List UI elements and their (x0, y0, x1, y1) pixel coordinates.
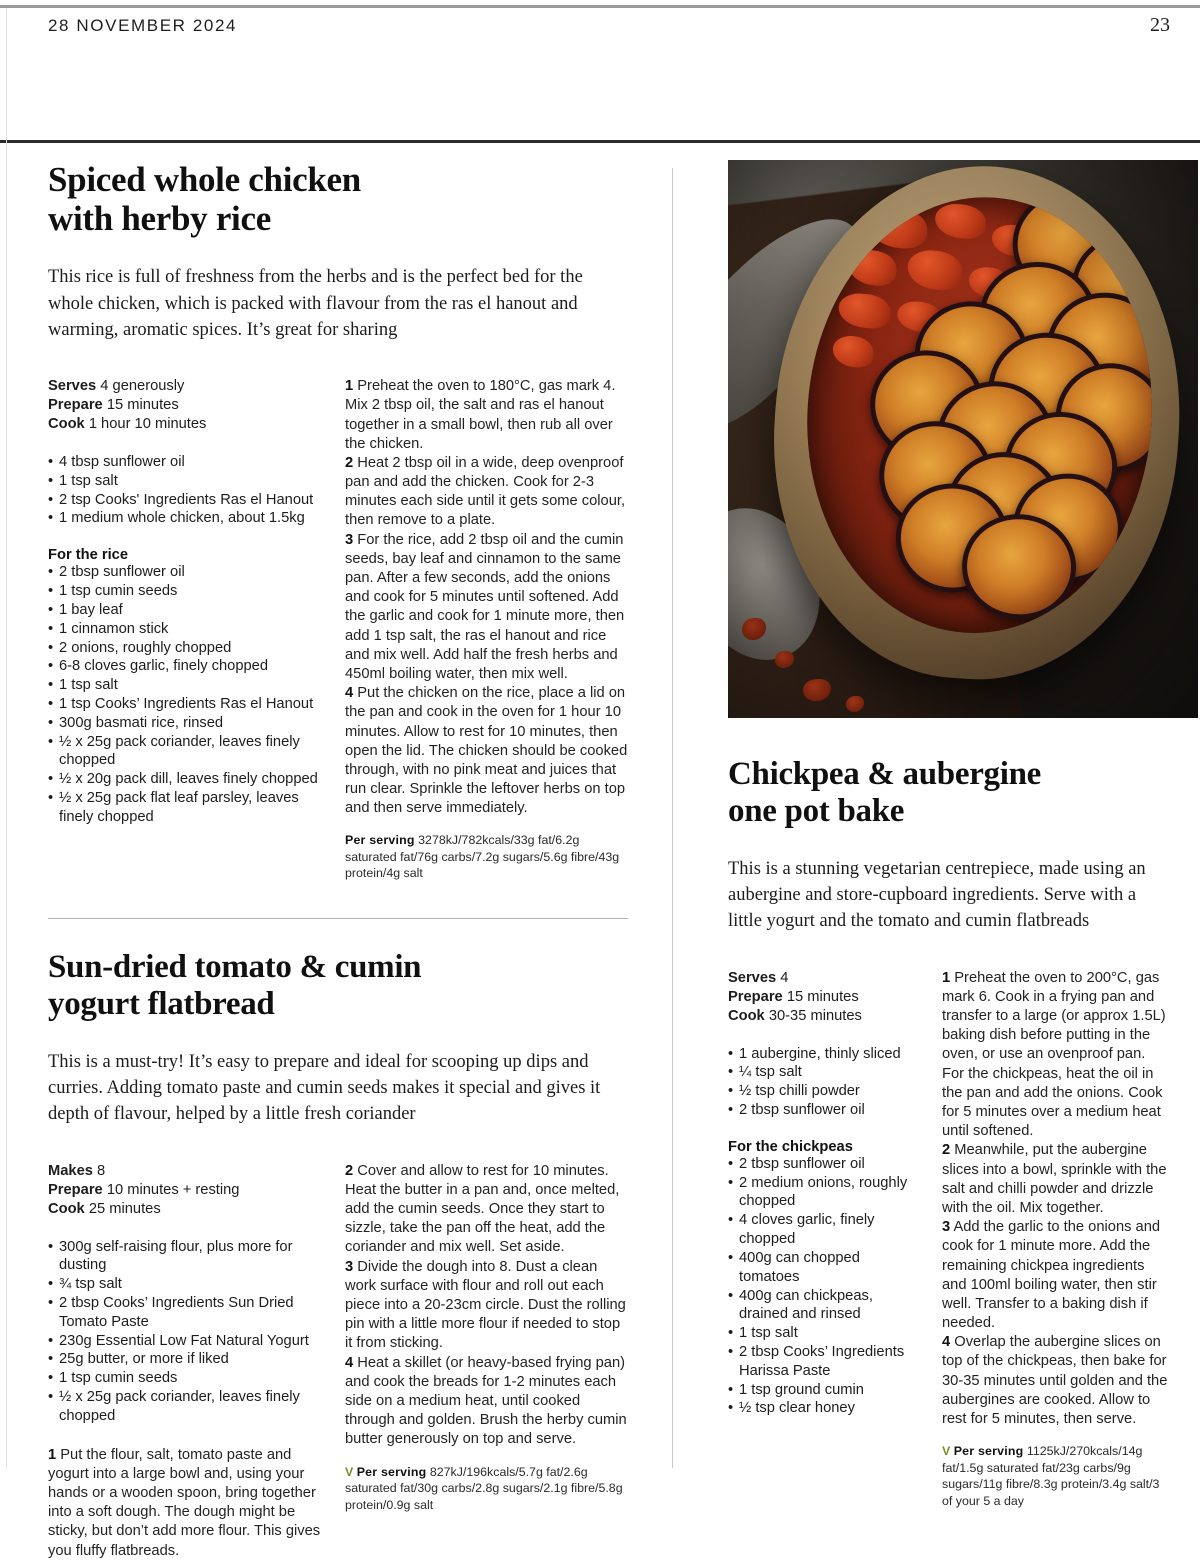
step-number: 1 (942, 969, 951, 986)
nutrition-label: Per serving (345, 833, 415, 848)
meta-makes (48, 1162, 323, 1181)
recipe-title-line1: Sun-dried tomato & cumin (48, 948, 422, 985)
ingredient-item: • 2 tbsp sunflower oil (728, 1101, 924, 1120)
recipe-sun-dried-tomato-flatbread (48, 949, 628, 1561)
meta-value: 4 (780, 969, 789, 986)
step-text: Put the flour, salt, tomato paste and yogurt into a large bowl and, using your hands or a wooden spoon, bring together into a soft dough. The dough might be sticky, but don’t add more flour. This gives you fluffy flatbreads. (48, 1446, 321, 1559)
ingredient-item: • 2 tbsp Cooks’ Ingredients Sun Dried Tomato Paste (48, 1294, 323, 1332)
step-text: For the rice, add 2 tbsp oil and the cumin seeds, bay leaf and cinnamon to the same pan. After a few seconds, add the onions and cook for 5 minutes until softened. Add the garlic and cook for 1 minute more, then add 1 tsp salt, the ras el hanout and rice and mix well. Add half the fresh herbs and 450ml boiling water, then mix well. (345, 531, 625, 682)
ingredient-item: • ½ x 25g pack coriander, leaves finely chopped (48, 1388, 323, 1426)
recipe-standfirst: This is a stunning vegetarian centrepiece, made using an aubergine and store-cupboard ingredients. Serve with a little yogurt and the tomato and cumin flatbreads (728, 858, 1146, 932)
meta-serves (728, 969, 924, 988)
meta-label: Serves (728, 969, 777, 986)
method-step (345, 1162, 628, 1258)
meta-cook (48, 1200, 323, 1219)
method-step (345, 1354, 628, 1450)
method-column-left (48, 1446, 323, 1561)
step-text: Put the chicken on the rice, place a lid on the pan and cook in the oven for 1 hour 10 minutes. Allow to rest for 10 minutes, then open the lid. The chicken should be cooked through, with no pink meat and juices that run clear. Sprinkle the leftover herbs on top and then serve immediately. (345, 685, 628, 817)
step-number: 3 (345, 531, 354, 548)
step-number: 2 (345, 454, 354, 471)
meta-prepare (48, 1181, 323, 1200)
ingredient-item: • 1 bay leaf (48, 601, 323, 620)
left-column (48, 160, 628, 1561)
meta-cook (728, 1007, 924, 1026)
meta-label: Prepare (48, 1181, 103, 1198)
step-text: Preheat the oven to 200°C, gas mark 6. Cook in a frying pan and transfer to a large (or approx 1.5L) baking dish before putting in the oven, or use an ovenproof pan. For the chickpeas, heat the oil in the pan and add the onions. Cook for 5 minutes over a medium heat until softened. (942, 969, 1166, 1140)
ingredient-item: • ¾ tsp salt (48, 1275, 323, 1294)
meta-label: Cook (48, 1200, 85, 1217)
ingredient-subheading: For the chickpeas (728, 1138, 853, 1155)
ingredient-item: • 300g self-raising flour, plus more for dusting (48, 1238, 323, 1276)
issue-date: 28 NOVEMBER 2024 (48, 16, 238, 35)
nutrition-line (345, 1464, 628, 1514)
method-step (942, 969, 1168, 1142)
ingredient-item: • ½ tsp chilli powder (728, 1082, 924, 1101)
meta-label: Cook (48, 416, 85, 433)
step-text: Add the garlic to the onions and cook for 1 minute more. Add the remaining chickpea ingredients and 100ml boiling water, then stir well. Transfer to a baking dish if needed. (942, 1219, 1161, 1332)
vegetarian-icon: V (942, 1444, 951, 1459)
ingredient-item: • 1 aubergine, thinly sliced (728, 1045, 924, 1064)
meta-prepare (728, 988, 924, 1007)
method-step (345, 1258, 628, 1354)
ingredient-item: • 400g can chopped tomatoes (728, 1249, 924, 1287)
ingredient-item: • 25g butter, or more if liked (48, 1350, 323, 1369)
ingredient-item: • 4 cloves garlic, finely chopped (728, 1211, 924, 1249)
meta-value: 8 (97, 1162, 106, 1179)
method-step (345, 377, 628, 454)
meta-prepare (48, 396, 323, 415)
ingredient-list (48, 1238, 323, 1426)
ingredients-column (728, 969, 924, 1510)
meta-value: 10 minutes + resting (106, 1181, 240, 1198)
recipe-photo (728, 160, 1198, 718)
method-step (345, 684, 628, 818)
step-text: Heat a skillet (or heavy-based frying pan) and cook the breads for 1-2 minutes each side on a medium heat, until cooked through and golden. Brush the herby cumin butter generously on top and serve. (345, 1354, 627, 1448)
ingredient-sublist (48, 563, 323, 826)
recipe-title-line2: yogurt flatbread (48, 985, 275, 1022)
recipe-title-line2: with herby rice (48, 199, 271, 239)
meta-label: Prepare (728, 988, 783, 1005)
nutrition-line (942, 1443, 1168, 1509)
section-divider (48, 918, 628, 919)
ingredient-item: • 230g Essential Low Fat Natural Yogurt (48, 1332, 323, 1351)
recipe-title (48, 949, 628, 1023)
ingredient-subheading: For the rice (48, 547, 128, 564)
recipe-standfirst: This rice is full of freshness from the herbs and is the perfect bed for the whole chicken, which is packed with flavour from the ras el hanout and warming, aromatic spices. It’s great for sharing (48, 267, 583, 340)
meta-value: 30-35 minutes (768, 1007, 862, 1024)
meta-label: Serves (48, 378, 97, 395)
recipe-title-line1: Spiced whole chicken (48, 160, 361, 199)
ingredient-item: • ¼ tsp salt (728, 1063, 924, 1082)
meta-label: Makes (48, 1162, 93, 1179)
ingredient-item: • ½ x 25g pack flat leaf parsley, leaves finely chopped (48, 789, 323, 827)
page-number: 23 (1150, 14, 1170, 36)
ingredient-item: • 2 tsp Cooks' Ingredients Ras el Hanout (48, 491, 323, 510)
nutrition-line (345, 832, 628, 882)
step-number: 2 (345, 1162, 354, 1179)
gutter-divider (672, 168, 673, 1468)
ingredient-list (48, 453, 323, 528)
method-step (942, 1141, 1168, 1218)
nutrition-values: 1125kJ/270kcals/14g fat/1.5g saturated fat/23g carbs/9g sugars/11g fibre/8.3g protein/3.4g salt/3 of your 5 a day (942, 1444, 1160, 1508)
recipe-spiced-whole-chicken (48, 160, 628, 882)
left-edge-line (6, 8, 7, 1468)
method-column (942, 969, 1168, 1510)
meta-value: 15 minutes (106, 397, 179, 414)
step-number: 3 (942, 1219, 951, 1236)
vegetarian-icon: V (345, 1464, 354, 1479)
ingredient-item: • 400g can chickpeas, drained and rinsed (728, 1287, 924, 1325)
step-number: 4 (345, 685, 354, 702)
meta-serves (48, 377, 323, 396)
step-text: Divide the dough into 8. Dust a clean work surface with flour and roll out each piece into a 20-23cm circle. Dust the rolling pin with a little more flour if needed to stop it from sticking. (345, 1258, 626, 1352)
ingredient-item: • 1 cinnamon stick (48, 620, 323, 639)
step-text: Overlap the aubergine slices on top of the chickpeas, then bake for 30-35 minutes until golden and the aubergines are cooked. Allow to rest for 5 minutes, then serve. (942, 1334, 1168, 1428)
step-number: 1 (345, 378, 354, 395)
ingredient-item: • 2 onions, roughly chopped (48, 639, 323, 658)
nutrition-values: 827kJ/196kcals/5.7g fat/2.6g saturated fat/30g carbs/2.8g sugars/2.1g fibre/5.8g protein/0.9g salt (345, 1464, 623, 1512)
meta-value: 1 hour 10 minutes (88, 416, 207, 433)
nutrition-label: Per serving (953, 1444, 1024, 1459)
ingredients-column (48, 1162, 323, 1561)
meta-value: 15 minutes (786, 988, 859, 1005)
ingredient-item: • 2 medium onions, roughly chopped (728, 1174, 924, 1212)
meta-label: Prepare (48, 397, 103, 414)
method-step (345, 531, 628, 685)
step-number: 4 (345, 1354, 354, 1371)
step-text: Heat 2 tbsp oil in a wide, deep ovenproof pan and add the chicken. Cook for 2-3 minutes each side until it gets some colour, then remove to a plate. (345, 454, 626, 529)
top-rule (0, 5, 1200, 8)
ingredient-item: • 1 tsp salt (48, 676, 323, 695)
ingredient-item: • 1 medium whole chicken, about 1.5kg (48, 509, 323, 528)
recipe-standfirst: This is a must-try! It’s easy to prepare and ideal for scooping up dips and curries. Adding tomato paste and cumin seeds makes it special and gives it depth of flavour, helped by a little fresh coriander (48, 1051, 601, 1125)
right-column (728, 160, 1168, 1509)
method-step (48, 1446, 323, 1561)
step-number: 1 (48, 1446, 57, 1463)
ingredient-item: • 2 tbsp Cooks’ Ingredients Harissa Paste (728, 1343, 924, 1381)
meta-label: Cook (728, 1007, 765, 1024)
meta-cook (48, 415, 323, 434)
method-step (345, 454, 628, 531)
step-number: 4 (942, 1334, 951, 1351)
recipe-chickpea-aubergine-bake (728, 756, 1168, 1509)
step-text: Cover and allow to rest for 10 minutes. Heat the butter in a pan and, once melted, add the cumin seeds. Once they start to sizzle, take the pan off the heat, add the coriander and mix well. Set aside. (345, 1162, 620, 1256)
ingredient-item: • 2 tbsp sunflower oil (728, 1155, 924, 1174)
step-number: 2 (942, 1142, 951, 1159)
photo-vignette (728, 160, 1198, 718)
method-column (345, 377, 628, 882)
ingredient-item: • ½ x 25g pack coriander, leaves finely chopped (48, 733, 323, 771)
ingredient-item: • 4 tbsp sunflower oil (48, 453, 323, 472)
recipe-title-line2: one pot bake (728, 792, 905, 829)
step-text: Preheat the oven to 180°C, gas mark 4. Mix 2 tbsp oil, the salt and ras el hanout together in a small bowl, then rub all over the chicken. (345, 378, 616, 452)
ingredient-item: • ½ tsp clear honey (728, 1399, 924, 1418)
ingredient-item: • 1 tsp cumin seeds (48, 582, 323, 601)
ingredient-sublist (728, 1155, 924, 1418)
masthead-rule (0, 140, 1200, 143)
ingredient-item: • 1 tsp ground cumin (728, 1381, 924, 1400)
ingredient-item: • 1 tsp Cooks’ Ingredients Ras el Hanout (48, 695, 323, 714)
meta-value: 25 minutes (88, 1200, 161, 1217)
nutrition-values: 3278kJ/782kcals/33g fat/6.2g saturated fat/76g carbs/7.2g sugars/5.6g fibre/43g protein/4g salt (345, 833, 620, 881)
step-number: 3 (345, 1258, 354, 1275)
ingredient-item: • 2 tbsp sunflower oil (48, 563, 323, 582)
ingredient-item: • 6-8 cloves garlic, finely chopped (48, 657, 323, 676)
nutrition-label: Per serving (356, 1464, 427, 1479)
ingredients-column (48, 377, 323, 882)
method-step (942, 1218, 1168, 1333)
ingredient-list (728, 1045, 924, 1120)
method-column (345, 1162, 628, 1561)
meta-value: 4 generously (100, 378, 185, 395)
ingredient-item: • 1 tsp salt (48, 472, 323, 491)
ingredient-item: • ½ x 20g pack dill, leaves finely chopped (48, 770, 323, 789)
method-step (942, 1333, 1168, 1429)
recipe-title-line1: Chickpea & aubergine (728, 756, 1042, 792)
ingredient-item: • 1 tsp salt (728, 1324, 924, 1343)
ingredient-item: • 300g basmati rice, rinsed (48, 714, 323, 733)
ingredient-item: • 1 tsp cumin seeds (48, 1369, 323, 1388)
recipe-title (48, 160, 628, 238)
step-text: Meanwhile, put the aubergine slices into a bowl, sprinkle with the salt and chilli powder and drizzle with the oil. Mix together. (942, 1142, 1167, 1216)
recipe-title (728, 756, 1168, 830)
